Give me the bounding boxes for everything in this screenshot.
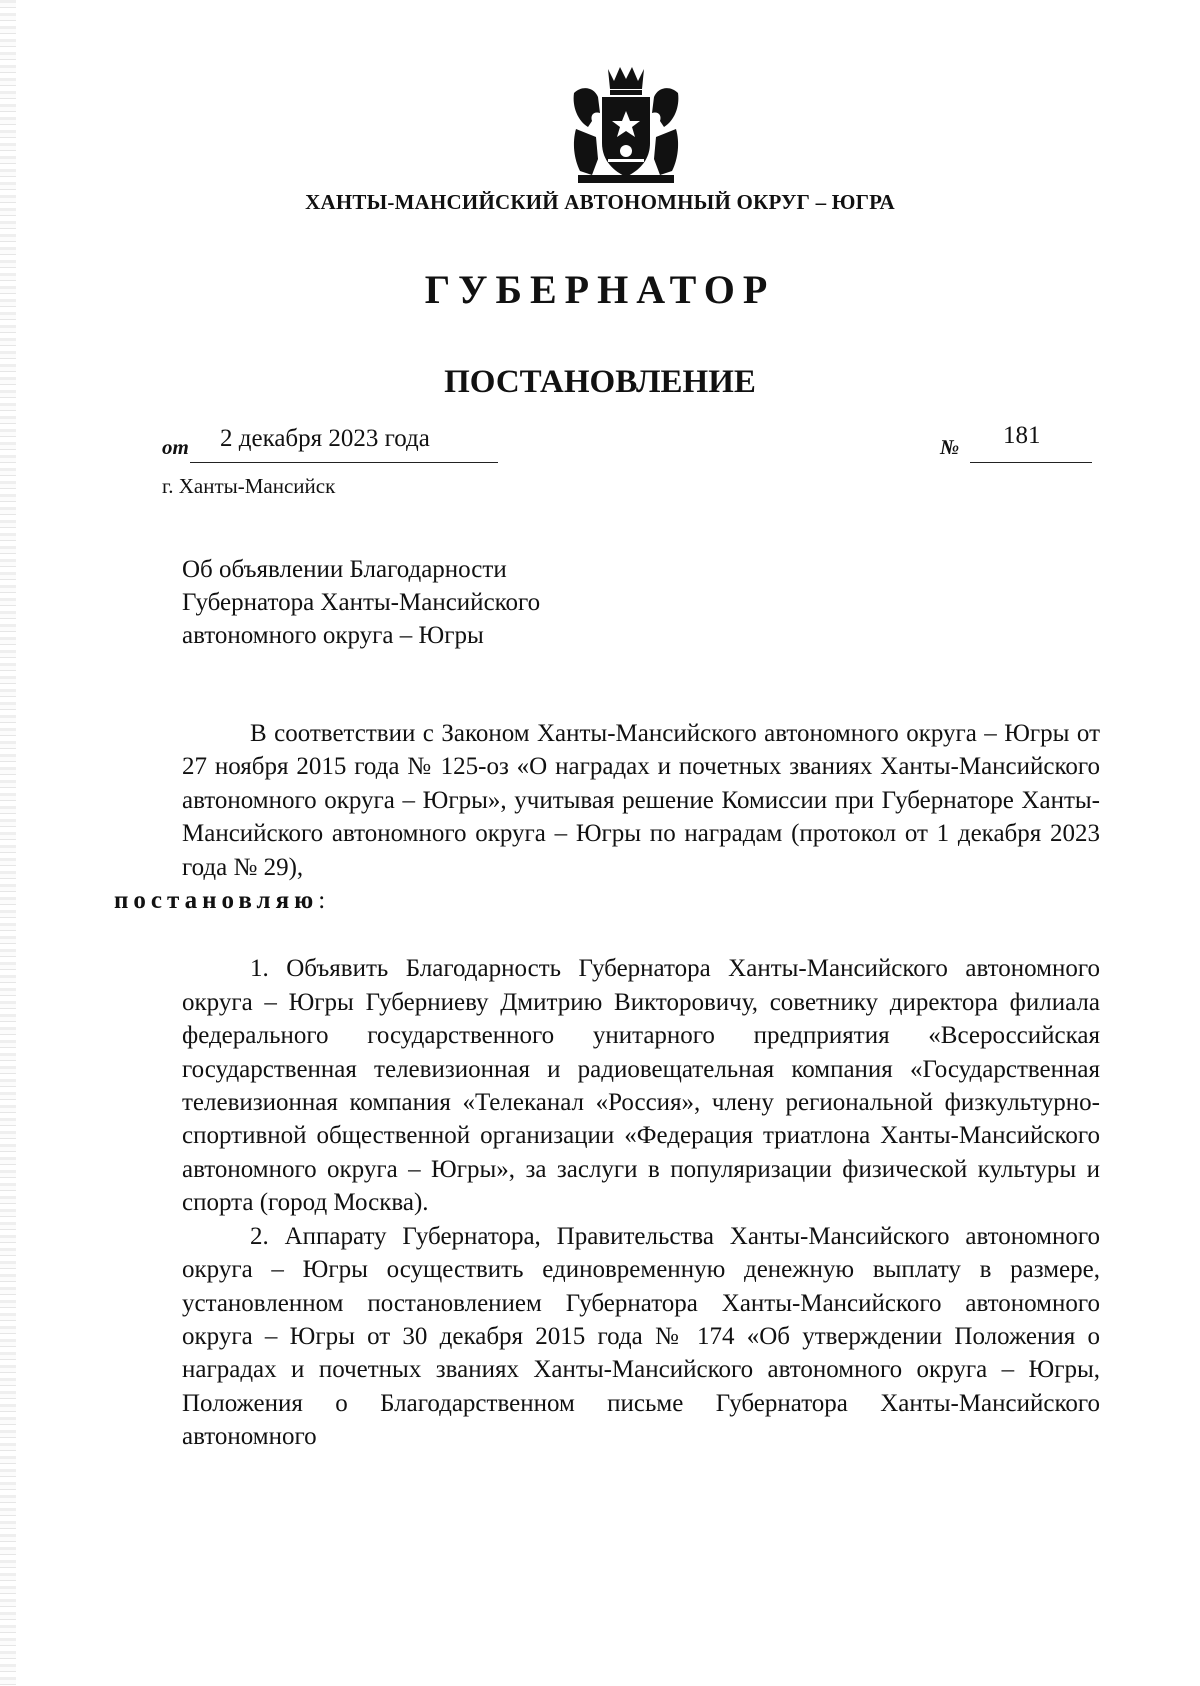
subject-line: Об объявлении Благодарности xyxy=(182,556,507,583)
governor-heading: ГУБЕРНАТОР xyxy=(424,267,776,312)
document-type-heading: ПОСТАНОВЛЕНИЕ xyxy=(444,364,756,400)
city-line: г. Ханты-Мансийск xyxy=(162,474,336,498)
from-label: от xyxy=(162,435,189,459)
item-1-paragraph: 1. Объявить Благодарность Губернатора Ханты-Мансийского автономного округа – Югры Губерниеву Дмитрию Викторовичу, советнику директора филиала федерального государственного унитарного предприятия «Всероссийская государственная телевизионная и радиовещательная компания «Государственная телевизионная компания «Телеканал «Россия», члену региональной физкультурно-спортивной общественной организации «Федерация триатлона Ханты-Мансийского автономного округа – Югры», за заслуги в популяризации физической культуры и спорта (город Москва). xyxy=(182,955,1100,1217)
scan-edge-artifact xyxy=(0,0,16,1686)
item-2-paragraph: 2. Аппарату Губернатора, Правительства Ханты-Мансийского автономного округа – Югры осуществить единовременную денежную выплату в размере, установленном постановлением Губернатора Ханты-Мансийского автономного округа – Югры от 30 декабря 2015 года № 174 «Об утверждении Положения о наградах и почетных званиях Ханты-Мансийского автономного округа – Югры, Положения о Благодарственном письме Губернатора Ханты-Мансийского автономного xyxy=(182,1222,1100,1451)
document-number: 181 xyxy=(1003,422,1041,449)
preamble-text: В соответствии с Законом Ханты-Мансийского автономного округа – Югры от 27 ноября 2015 года № 125-оз «О наградах и почетных званиях Ханты-Мансийского автономного округа – Югры», учитывая решение Комиссии при Губернаторе Ханты-Мансийского автономного округа – Югры по наградам (протокол от 1 декабря 2023 года № 29), xyxy=(182,720,1100,881)
region-title: ХАНТЫ-МАНСИЙСКИЙ АВТОНОМНЫЙ ОКРУГ – ЮГРА xyxy=(305,190,895,214)
preamble-paragraph xyxy=(114,717,1100,917)
subject-line: автономного округа – Югры xyxy=(182,622,484,649)
number-label: № xyxy=(940,435,960,459)
document-date: 2 декабря 2023 года xyxy=(220,425,430,452)
coat-of-arms-icon xyxy=(568,63,684,185)
document-subject xyxy=(182,553,540,652)
subject-line: Губернатора Ханты-Мансийского xyxy=(182,589,541,616)
document-body xyxy=(114,717,1100,1454)
resolve-colon: : xyxy=(318,887,326,915)
resolve-word: постановляю xyxy=(114,887,319,915)
